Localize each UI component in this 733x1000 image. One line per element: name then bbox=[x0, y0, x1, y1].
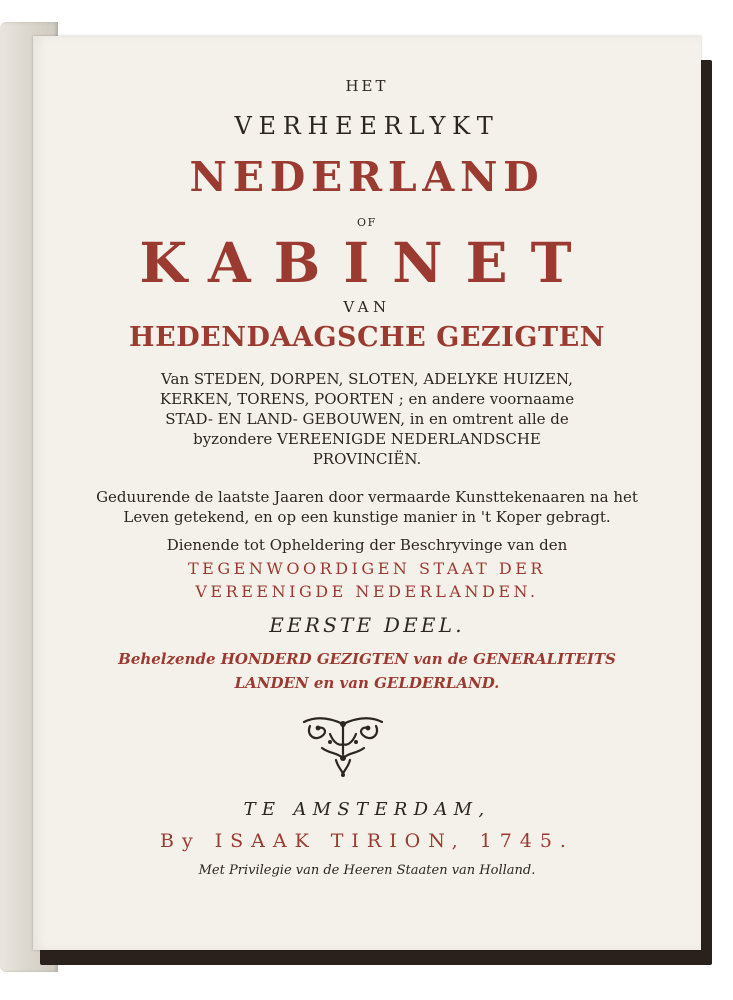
title-het: HET bbox=[345, 77, 389, 95]
title-page bbox=[33, 36, 701, 950]
description-line-3: STAD- EN LAND- GEBOUWEN, in en omtrent alle de bbox=[165, 410, 569, 428]
title-verheerlykt: VERHEERLYKT bbox=[234, 112, 500, 140]
title-kabinet: KABINET bbox=[139, 230, 595, 295]
staat-line-2: VEREENIGDE NEDERLANDEN. bbox=[195, 582, 539, 601]
imprint-place: TE AMSTERDAM, bbox=[243, 799, 491, 820]
staat-line-1: TEGENWOORDIGEN STAAT DER bbox=[187, 559, 547, 578]
getekend-line-1: Geduurende de laatste Jaaren door vermaarde Kunsttekenaaren na het bbox=[96, 488, 638, 506]
dienende-line: Dienende tot Opheldering der Beschryvinge van den bbox=[166, 536, 568, 554]
description-line-1: Van STEDEN, DORPEN, SLOTEN, ADELYKE HUIZEN, bbox=[161, 370, 573, 388]
title-nederland: NEDERLAND bbox=[189, 153, 545, 201]
behelzende-line-1: Behelzende HONDERD GEZIGTEN van de GENERALITEITS bbox=[118, 650, 616, 668]
description-line-2: KERKEN, TORENS, POORTEN ; en andere voornaame bbox=[159, 390, 575, 408]
imprint-publisher: By ISAAK TIRION, 1745. bbox=[160, 830, 574, 852]
behelzende-line-2: LANDEN en van GELDERLAND. bbox=[234, 674, 500, 692]
getekend-line-2: Leven getekend, en op een kunstige manier in 't Koper gebragt. bbox=[123, 508, 611, 526]
fleuron-ornament-icon bbox=[300, 714, 386, 778]
title-hedendaagsche-gezigten: HEDENDAAGSCHE GEZIGTEN bbox=[129, 322, 605, 353]
title-van: VAN bbox=[343, 298, 391, 316]
description-line-5: PROVINCIËN. bbox=[312, 450, 422, 468]
title-of: OF bbox=[357, 216, 377, 229]
privilege-line: Met Privilegie van de Heeren Staaten van Holland. bbox=[198, 863, 536, 878]
description-line-4: byzondere VEREENIGDE NEDERLANDSCHE bbox=[193, 430, 541, 448]
eerste-deel: EERSTE DEEL. bbox=[269, 613, 465, 637]
